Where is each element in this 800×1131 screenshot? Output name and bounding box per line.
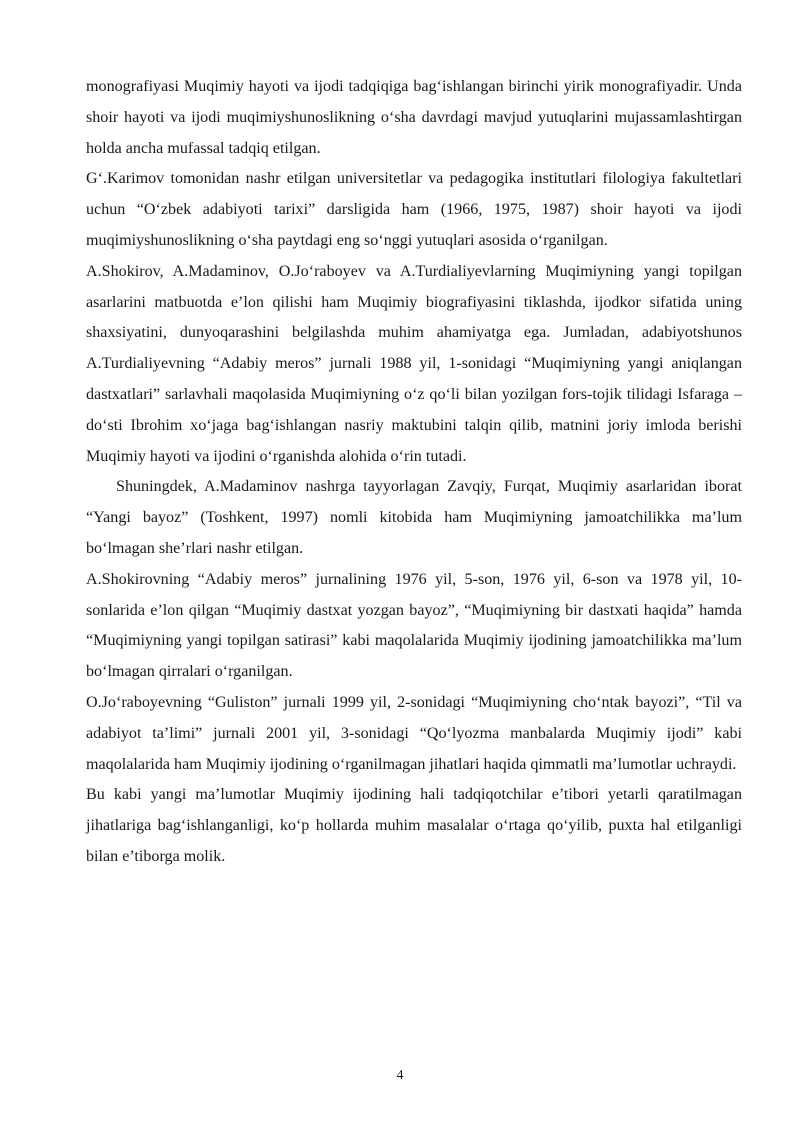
paragraph-1: monografiyasi Muqimiy hayoti va ijodi tadqiqiga bag‘ishlangan birinchi yirik monografiyadir. Unda shoir hayoti va ijodi muqimiyshunoslikning o‘sha davrdagi mavjud yutuqlarini mujassamlashtirgan holda ancha mufassal tadqiq etilgan. [86, 78, 742, 157]
paragraph-6: O.Jo‘raboyevning “Guliston” jurnali 1999 yil, 2-sonidagi “Muqimiyning cho‘ntak bayozi”, “Til va adabiyot ta’limi” jurnali 2001 yil, 3-sonidagi “Qo‘lyozma manbalarda Muqimiy ijodi” kabi maqolalarida ham Muqimiy ijodining o‘rganilmagan jihatlari haqida qimmatli ma’lumotlar uchraydi. [86, 693, 742, 773]
paragraph-7: Bu kabi yangi ma’lumotlar Muqimiy ijodining hali tadqiqotchilar e’tibori yetarli qaratilmagan jihatlariga bag‘ishlanganligi, ko‘p hollarda muhim masalalar o‘rtaga qo‘yilib, puxta hal etilganligi bilan e’tiborga molik. [86, 786, 742, 865]
paragraph-4: Shuningdek, A.Madaminov nashrga tayyorlagan Zavqiy, Furqat, Muqimiy asarlaridan iborat “Yangi bayoz” (Toshkent, 1997) nomli kitobida ham Muqimiyning jamoatchilikka ma’lum bo‘lmagan she’rlari nashr etilgan. [86, 478, 742, 557]
page-number: 4 [396, 1068, 404, 1083]
document-body [86, 72, 742, 873]
paragraph-5: A.Shokirovning “Adabiy meros” jurnalining 1976 yil, 5-son, 1976 yil, 6-son va 1978 yil, 10-sonlarida e’lon qilgan “Muqimiy dastxat yozgan bayoz”, “Muqimiyning bir dastxati haqida” hamda “Muqimiyning yangi topilgan satirasi” kabi maqolalarida Muqimiy ijodining jamoatchilikka ma’lum bo‘lmagan qirralari o‘rganilgan. [86, 570, 742, 681]
paragraph-3: A.Shokirov, A.Madaminov, O.Jo‘raboyev va A.Turdialiyevlarning Muqimiyning yangi topilgan asarlarini matbuotda e’lon qilishi ham Muqimiy biografiyasini tiklashda, ijodkor sifatida uning shaxsiyatini, dunyoqarashini belgilashda muhim ahamiyatga ega. Jumladan, adabiyotshunos A.Turdialiyevning “Adabiy meros” jurnali 1988 yil, 1-sonidagi “Muqimiyning yangi aniqlangan dastxatlari” sarlavhali maqolasida Muqimiyning o‘z qo‘li bilan yozilgan fors-tojik tilidagi Isfaraga – do‘sti Ibrohim xo‘jaga bag‘ishlangan nasriy maktubini talqin qilib, matnini joriy imloda berishi Muqimiy hayoti va ijodini o‘rganishda alohida o‘rin tutadi. [86, 262, 742, 465]
paragraph-2: G‘.Karimov tomonidan nashr etilgan universitetlar va pedagogika institutlari filologiya fakultetlari uchun “O‘zbek adabiyoti tarixi” darsligida ham (1966, 1975, 1987) shoir hayoti va ijodi muqimiyshunoslikning o‘sha paytdagi eng so‘nggi yutuqlari asosida o‘rganilgan. [86, 170, 742, 249]
